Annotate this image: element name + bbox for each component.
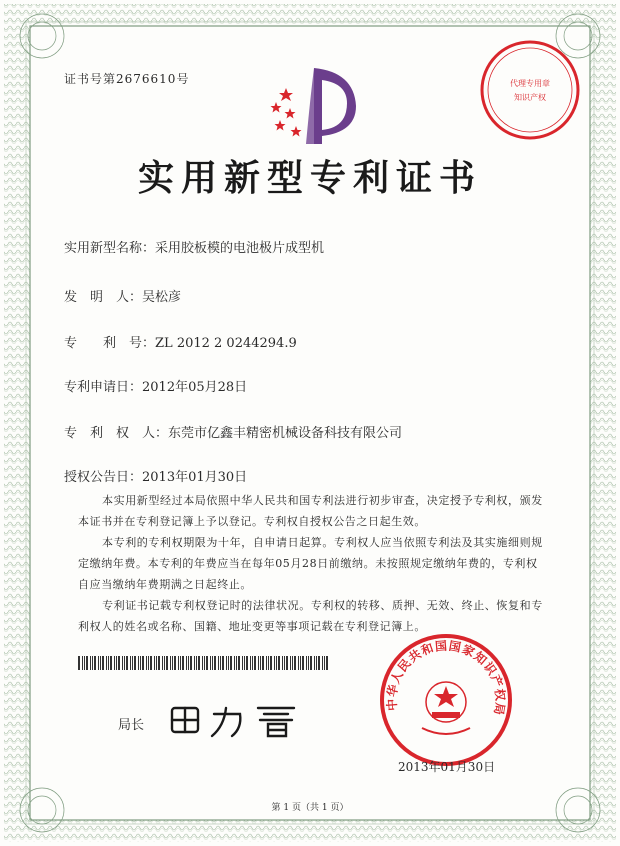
svg-text:知识产权: 知识产权 xyxy=(514,93,546,102)
national-ip-seal-icon xyxy=(378,632,514,768)
field-value: 吴松彦 xyxy=(142,290,182,305)
paragraph-term: 本专利的专利权期限为十年，自申请日起算。专利权人应当依照专利法及其实施细则规定缴纳年费。本专利的年费应当在每年05月28日前缴纳。未按照规定缴纳年费的，专利权自应当缴纳年费期满之日起终止。 xyxy=(78,536,543,591)
svg-text:中华人民共和国国家知识产权局 xyxy=(384,639,509,717)
field-utility-model-name xyxy=(64,237,324,256)
svg-text:代理专用章: 代理专用章 xyxy=(510,79,550,88)
field-inventor xyxy=(64,286,181,305)
field-label: 实用新型名称： xyxy=(64,241,156,256)
cnipa-logo-icon xyxy=(256,60,364,150)
field-value: 采用胶板模的电池极片成型机 xyxy=(155,241,325,256)
paragraph-record: 专利证书记载专利权登记时的法律状况。专利权的转移、质押、无效、终止、恢复和专利权人的姓名或名称、国籍、地址变更等事项记载在专利登记簿上。 xyxy=(78,599,543,633)
director-signature-icon xyxy=(168,700,304,740)
seal-text: 中华人民共和国国家知识产权局 xyxy=(384,638,508,717)
field-patentee xyxy=(64,422,402,441)
field-application-date xyxy=(64,376,247,395)
field-label: 授权公告日： xyxy=(64,470,143,485)
field-label: 专 利 号： xyxy=(64,336,156,351)
certificate-number: 证书号第2676610号 xyxy=(64,72,190,86)
field-label: 发 明 人： xyxy=(64,290,143,305)
field-value: 东莞市亿鑫丰精密机械设备科技有限公司 xyxy=(168,426,403,441)
field-value: 2012年05月28日 xyxy=(142,380,248,395)
agency-seal-icon xyxy=(478,38,582,142)
field-value: ZL 2012 2 0244294.9 xyxy=(155,336,297,351)
director-label: 局长 xyxy=(118,718,145,733)
field-patent-no xyxy=(64,332,297,351)
barcode-icon xyxy=(78,656,330,670)
field-grant-date xyxy=(64,466,247,485)
stamp-date: 2013年01月30日 xyxy=(398,760,496,774)
paragraph-grant: 本实用新型经过本局依照中华人民共和国专利法进行初步审查，决定授予专利权，颁发本证书并在专利登记簿上予以登记。专利权自授权公告之日起生效。 xyxy=(78,494,543,528)
page-title: 实用新型专利证书 xyxy=(137,157,482,199)
field-value: 2013年01月30日 xyxy=(142,470,248,485)
field-label: 专利申请日： xyxy=(64,380,143,395)
field-label: 专 利 权 人： xyxy=(64,426,169,441)
page-number: 第 1 页（共 1 页） xyxy=(271,803,349,813)
